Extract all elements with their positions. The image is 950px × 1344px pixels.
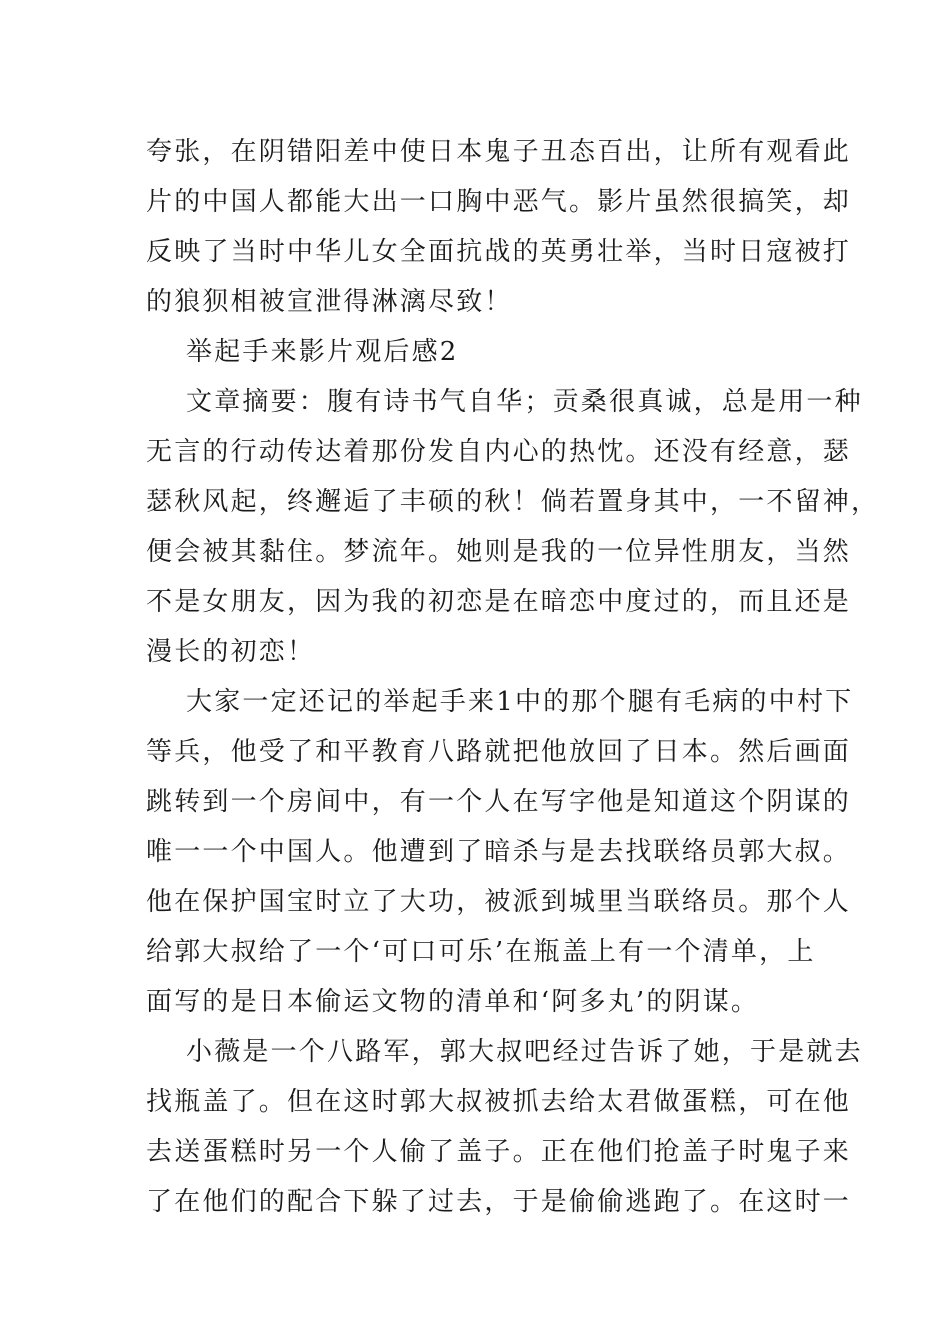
paragraph-line: 去送蛋糕时另一个人偷了盖子。正在他们抢盖子时鬼子来: [146, 1137, 852, 1167]
paragraph-line: 反映了当时中华儿女全面抗战的英勇壮举，当时日寇被打: [146, 237, 852, 267]
paragraph-line: 找瓶盖了。但在这时郭大叔被抓去给太君做蛋糕，可在他: [146, 1087, 852, 1117]
paragraph-line: 无言的行动传达着那份发自内心的热忱。还没有经意，瑟: [146, 437, 852, 467]
paragraph-line: 便会被其黏住。梦流年。她则是我的一位异性朋友，当然: [146, 537, 852, 567]
paragraph-line: 他在保护国宝时立了大功，被派到城里当联络员。那个人: [146, 887, 852, 917]
paragraph-line: 跳转到一个房间中，有一个人在写字他是知道这个阴谋的: [146, 787, 852, 817]
paragraph-line: 了在他们的配合下躲了过去，于是偷偷逃跑了。在这时一: [146, 1187, 852, 1217]
paragraph-line: 片的中国人都能大出一口胸中恶气。影片虽然很搞笑，却: [146, 187, 852, 217]
paragraph-line: 等兵，他受了和平教育八路就把他放回了日本。然后画面: [146, 737, 852, 767]
section-heading: 举起手来影片观后感2: [186, 337, 459, 367]
paragraph-line: 漫长的初恋！: [146, 637, 316, 667]
paragraph-line: 的狼狈相被宣泄得淋漓尽致！: [146, 287, 513, 317]
paragraph-line: 面写的是日本偷运文物的清单和‘阿多丸’的阴谋。: [146, 987, 760, 1017]
paragraph-line: 唯一一个中国人。他遭到了暗杀与是去找联络员郭大叔。: [146, 837, 852, 867]
paragraph-line: 大家一定还记的举起手来1中的那个腿有毛病的中村下: [186, 687, 854, 717]
paragraph-line: 小薇是一个八路军，郭大叔吧经过告诉了她，于是就去: [186, 1037, 863, 1067]
paragraph-line: 不是女朋友，因为我的初恋是在暗恋中度过的，而且还是: [146, 587, 852, 617]
paragraph-line: 文章摘要：腹有诗书气自华；贡桑很真诚，总是用一种: [186, 387, 863, 417]
paragraph-line: 夸张，在阴错阳差中使日本鬼子丑态百出，让所有观看此: [146, 137, 852, 167]
paragraph-line: 给郭大叔给了一个‘可口可乐’在瓶盖上有一个清单，上: [146, 937, 816, 967]
paragraph-line: 瑟秋风起，终邂逅了丰硕的秋！倘若置身其中，一不留神，: [146, 487, 880, 517]
